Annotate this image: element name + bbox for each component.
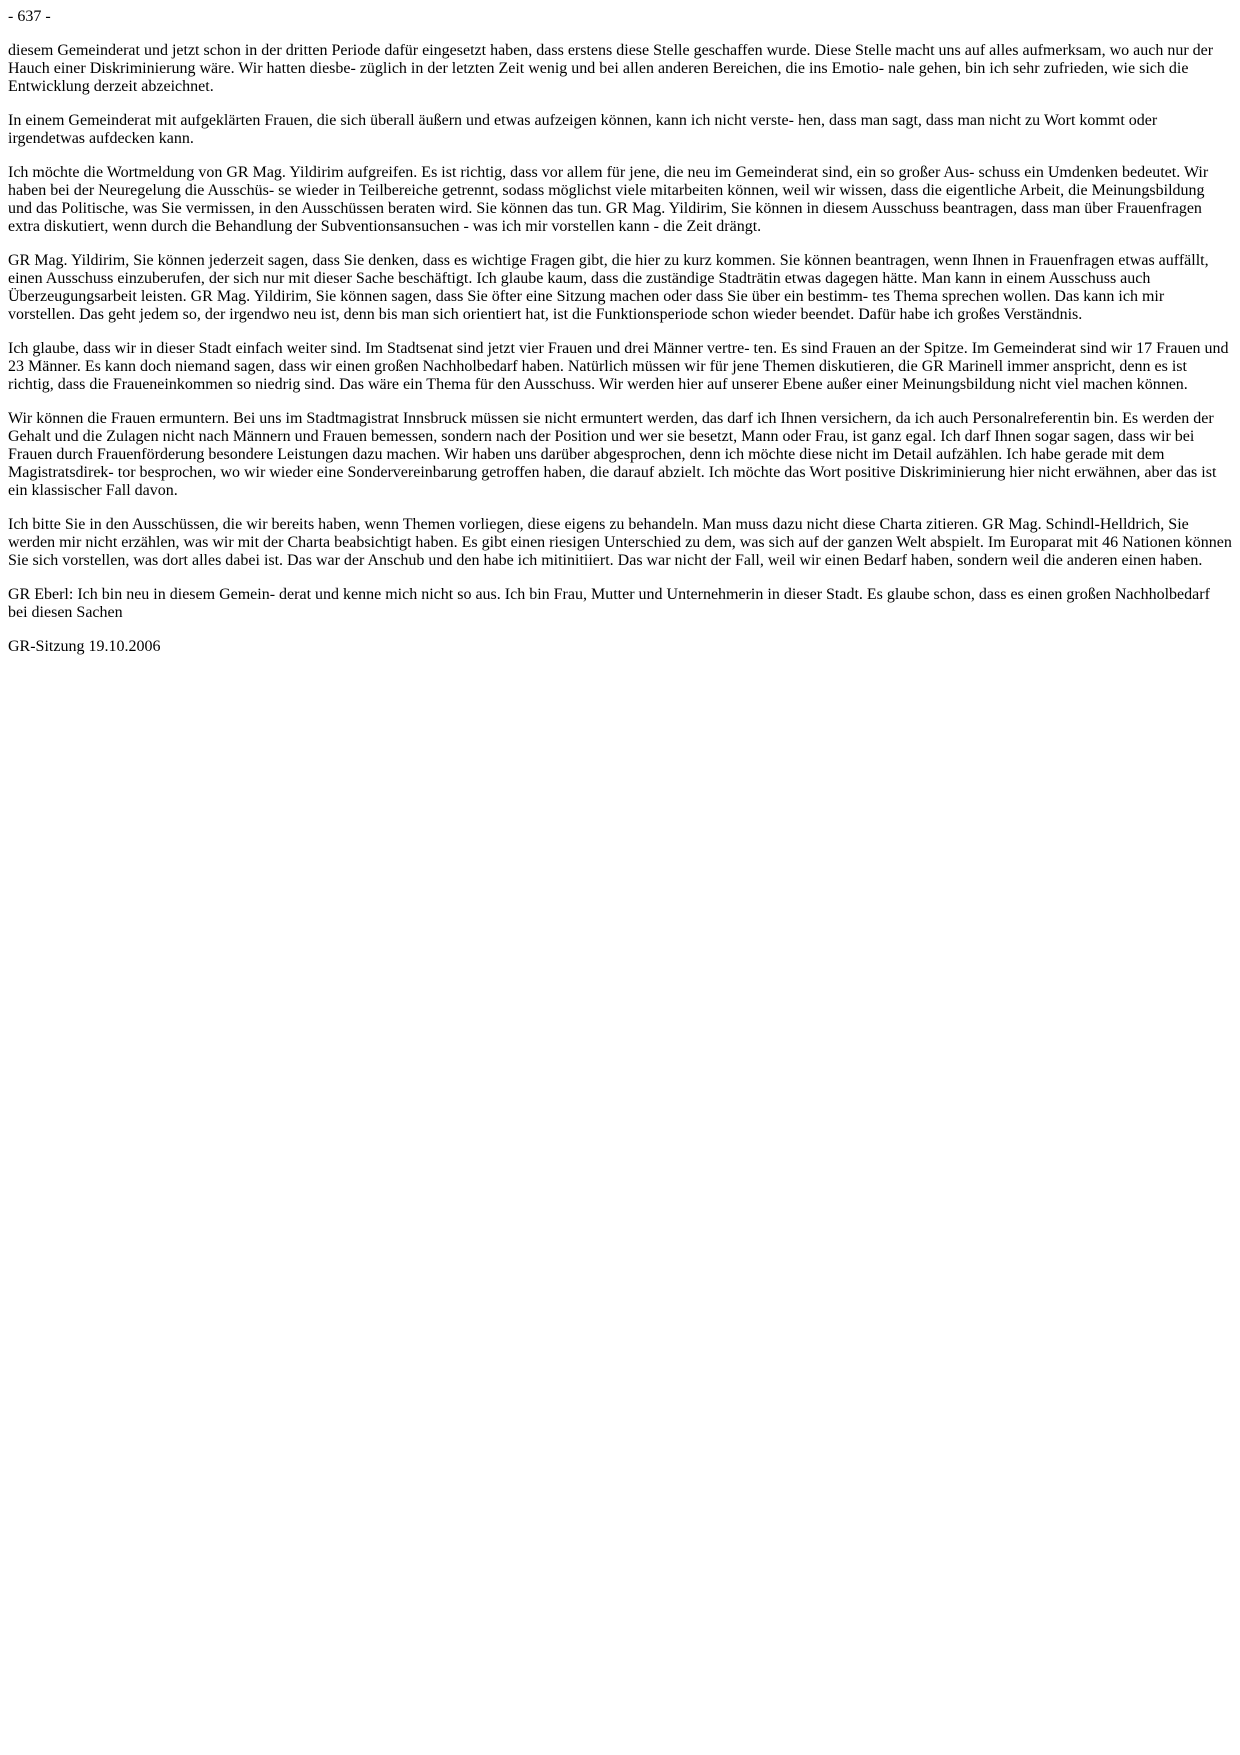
text-line: orientiert hat, ist die Funktionsperiode <box>462 306 708 323</box>
text-line: bin. Es werden der Gehalt und die <box>8 410 1214 445</box>
text-line: darauf abzielt. Ich möchte das Wort <box>613 464 841 481</box>
text-line: positive Diskriminierung hier nicht <box>844 464 1071 481</box>
text-line: dass wir einen großen Nachholbedarf <box>278 358 518 375</box>
text-line: Themen diskutieren, die GR Marinell <box>762 358 1004 375</box>
text-line: leisten. GR Mag. Yildirim, Sie können <box>140 288 388 305</box>
text-line: Wir werden hier auf unserer Ebene außer <box>598 376 863 393</box>
text-line: Gemeinderat sind, ein so großer Aus- <box>735 164 975 181</box>
text-line: derat und kenne mich nicht so aus. Ich bin <box>279 586 550 603</box>
text-line: Zulagen nicht nach Männern und Frauen <box>106 428 368 445</box>
text-line: die Fraueneinkommen so niedrig sind. <box>89 376 336 393</box>
text-line: Meinungsbildung und das Politische, was <box>8 182 1205 217</box>
text-line: haben bei der Neuregelung die Ausschüs- <box>8 182 275 199</box>
text-line: ganzen Welt abspielt. Im Europarat mit <box>847 534 1099 551</box>
text-line: GR Mag. Yildirim, Sie können jederzeit <box>8 252 264 269</box>
text-line: Stadt. Es glaube schon, dass es einen <box>826 586 1063 603</box>
text-line: züglich in der letzten Zeit wenig und bei <box>359 60 619 77</box>
text-line: können. <box>1136 376 1188 393</box>
text-line: aufmerksam, wo auch nur der Hauch einer <box>8 42 1214 77</box>
text-line: Ich glaube, dass wir in dieser Stadt <box>8 340 232 357</box>
text-line: bemessen, sondern nach der Position und <box>371 428 635 445</box>
footer-session-label: GR-Sitzung 19.10.2006 <box>8 638 161 655</box>
right-column <box>8 340 1232 622</box>
text-line: einfach weiter sind. Im Stadtsenat sind <box>235 340 484 357</box>
text-line: Mag. Yildirim aufgreifen. Es ist richtig, <box>252 164 507 181</box>
text-line: aufzeigen können, kann ich nicht verste- <box>534 112 794 129</box>
text-line: versichern, da ich auch Personalreferentin <box>820 410 1090 427</box>
paragraph <box>8 164 1232 236</box>
speaker-name: GR Eberl: <box>8 586 74 603</box>
text-line: großes Verständnis. <box>957 306 1083 323</box>
paragraph <box>8 42 1232 96</box>
text-line: wurde. Diese Stelle macht uns auf alles <box>766 42 1019 59</box>
text-line: Anschub und den habe ich mitinitiiert. Das <box>367 552 643 569</box>
text-line: haben. <box>1160 552 1203 569</box>
text-line: sagen, dass Sie öfter eine Sitzung <box>391 288 606 305</box>
text-line: Frauenfragen extra diskutiert, wenn durch <box>8 200 1202 235</box>
text-line: Ausschuss einzuberufen, der sich nur mit <box>45 270 310 287</box>
text-line: tes Thema sprechen wollen. Das kann ich <box>872 288 1138 305</box>
text-line: Mag. Yildirim, Sie können in diesem <box>631 200 869 217</box>
left-column <box>8 42 1232 324</box>
text-line: jetzt vier Frauen und drei Männer vertre- <box>487 340 750 357</box>
text-line: machen oder dass Sie über ein bestimm- <box>609 288 869 305</box>
text-line: Sondervereinbarung getroffen haben, die <box>347 464 610 481</box>
text-line: mir vorstellen. Das geht jedem so, der <box>8 288 1165 323</box>
text-line: kann. <box>158 130 194 147</box>
text-line: ich möchte diese nicht im Detail aufzählen. <box>724 446 1003 463</box>
text-line: Das wäre ein Thema für den Ausschuss. <box>339 376 596 393</box>
text-line: haben uns darüber abgesprochen, denn <box>472 446 721 463</box>
text-line: erwähnen, aber das ist ein klassischer Fall <box>8 464 1217 499</box>
text-line: großen Nachholbedarf bei diesen Sachen <box>8 586 1210 621</box>
text-line: allen anderen Bereichen, die ins Emotio- <box>622 60 885 77</box>
text-line: dazu nicht diese Charta zitieren. GR <box>772 516 1005 533</box>
text-line: nicht erzählen, was wir mit der Charta <box>85 534 331 551</box>
text-line: Frau, Mutter und Unternehmerin in dieser <box>553 586 823 603</box>
text-line: bei Frauen durch Frauenförderung <box>8 428 1195 463</box>
text-line: Sie vermissen, in den Ausschüssen <box>161 200 384 217</box>
text-line: der dritten Periode dafür eingesetzt haben, <box>261 42 533 59</box>
text-line <box>8 586 275 603</box>
text-line: wer sie besetzt, Mann oder Frau, ist ganz <box>638 428 902 445</box>
paragraph <box>8 516 1232 570</box>
paragraph <box>8 586 1232 622</box>
text-line: 23 Männer. Es kann doch niemand sagen, <box>8 358 275 375</box>
paragraph <box>8 252 1232 324</box>
text-line: Frauen, die sich überall äußern und etwas <box>264 112 531 129</box>
text-line: beabsichtigt haben. Es gibt einen riesigen <box>334 534 600 551</box>
text-line: bereits haben, wenn Themen vorliegen, <box>271 516 524 533</box>
text-line: besondere Leistungen dazu machen. Wir <box>208 446 469 463</box>
text-line: In einem Gemeinderat mit aufgeklärten <box>8 112 261 129</box>
text-line: - was ich mir vorstellen kann - die Zeit <box>463 218 713 235</box>
text-line: egal. Ich darf Ihnen sogar sagen, dass wir <box>905 428 1171 445</box>
text-line: diesem Gemeinderat und jetzt schon in <box>8 42 258 59</box>
text-line: dass vor allem für jene, die neu im <box>510 164 732 181</box>
text-line: Wort kommt oder irgendetwas aufdecken <box>8 112 1158 147</box>
text-line: sich die Entwicklung derzeit abzeichnet. <box>8 60 1189 95</box>
text-line: 46 Nationen können Sie sich vorstellen, <box>8 534 1232 569</box>
text-line: haben, sondern weil die anderen einen <box>910 552 1157 569</box>
text-line: sagen, dass Sie denken, dass es wichtige <box>267 252 527 269</box>
text-line: was dort alles dabei ist. Das war der <box>133 552 365 569</box>
text-line: se wieder in Teilbereiche getrennt, sodass <box>278 182 545 199</box>
text-line: Frauenfragen etwas auffällt, einen <box>8 252 1209 287</box>
text-line: Ich möchte die Wortmeldung von GR <box>8 164 249 181</box>
text-line: dass erstens diese Stelle geschaffen <box>536 42 763 59</box>
text-line: ten. Es sind Frauen an der Spitze. Im <box>753 340 990 357</box>
text-line: Ich habe gerade mit dem Magistratsdirek- <box>8 446 1165 481</box>
text-line: Ausschuss beantragen, dass man über <box>871 200 1113 217</box>
text-line: Fragen gibt, die hier zu kurz kommen. Sie <box>530 252 801 269</box>
text-line: war nicht der Fall, weil wir einen Bedarf <box>646 552 907 569</box>
text-line: schon wieder beendet. Dafür habe ich <box>711 306 954 323</box>
text-line: haben. Natürlich müssen wir für jene <box>521 358 759 375</box>
text-line: kaum, dass die zuständige Stadträtin <box>547 270 781 287</box>
text-line: etwas dagegen hätte. Man kann in einem <box>784 270 1046 287</box>
text-line: schuss ein Umdenken bedeutet. Wir <box>978 164 1209 181</box>
text-line: hen, dass man sagt, dass man nicht zu <box>797 112 1041 129</box>
page-number: - 637 - <box>8 8 51 25</box>
text-line: Unterschied zu dem, was sich auf der <box>603 534 844 551</box>
text-line: Mag. Schindl-Helldrich, Sie werden mir <box>8 516 1189 551</box>
text-line: immer anspricht, denn es ist richtig, dass <box>8 358 1187 393</box>
text-line: möglichst viele mitarbeiten können, weil <box>548 182 810 199</box>
speaker-statement-start: Ich bin neu in diesem Gemein- <box>73 586 276 603</box>
text-line: Gemeinderat sind wir 17 Frauen und <box>993 340 1229 357</box>
text-line: können beantragen, wenn Ihnen in <box>804 252 1025 269</box>
text-line: Ausschuss auch Überzeugungsarbeit <box>8 270 1151 305</box>
text-line: Ich bitte Sie in den Ausschüssen, die wir <box>8 516 268 533</box>
text-line: tor besprochen, wo wir wieder eine <box>117 464 344 481</box>
text-line: diese eigens zu behandeln. Man muss <box>527 516 769 533</box>
text-line: irgendwo neu ist, denn bis man sich <box>229 306 459 323</box>
paragraph <box>8 340 1232 394</box>
text-line: dieser Sache beschäftigt. Ich glaube <box>313 270 544 287</box>
text-line: davon. <box>134 482 178 499</box>
text-line: drängt. <box>716 218 762 235</box>
paragraph <box>8 410 1232 500</box>
text-line: im Stadtmagistrat Innsbruck müssen sie <box>285 410 541 427</box>
text-line: nale gehen, bin ich sehr zufrieden, wie <box>888 60 1136 77</box>
text-line: beraten wird. Sie können das tun. GR <box>387 200 628 217</box>
text-line: Diskriminierung wäre. Wir hatten diesbe- <box>89 60 356 77</box>
paragraph <box>8 112 1232 148</box>
text-line: einer Meinungsbildung nicht viel machen <box>866 376 1133 393</box>
text-line: die Behandlung der Subventionsansuchen <box>191 218 460 235</box>
text-line: nicht ermuntert werden, das darf ich Ihnen <box>544 410 817 427</box>
text-line: Wir können die Frauen ermuntern. Bei uns <box>8 410 282 427</box>
text-line: wir wissen, dass die eigentliche Arbeit, die <box>813 182 1088 199</box>
